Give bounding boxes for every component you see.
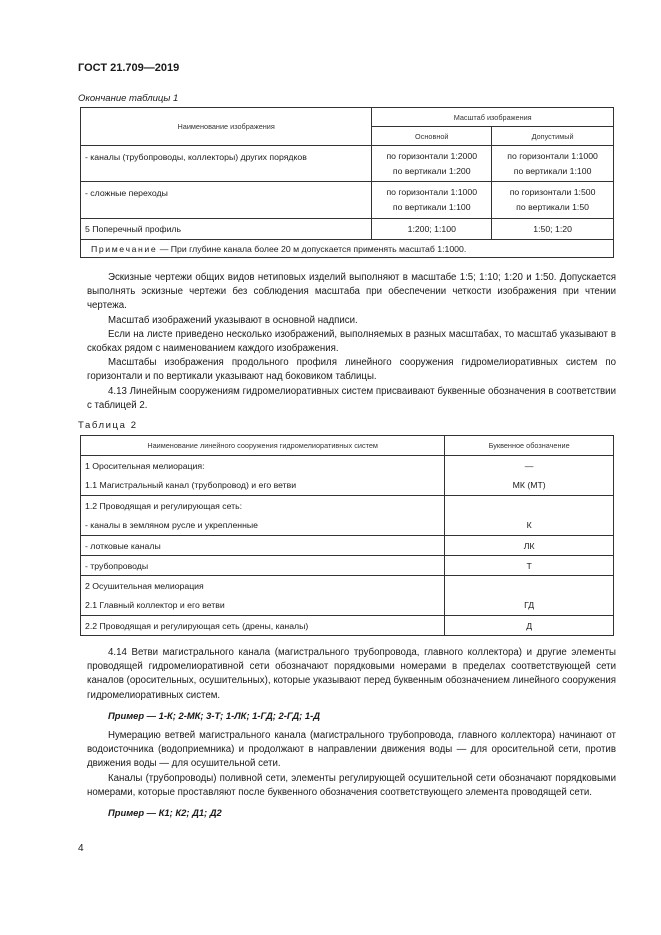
table-row — [81, 536, 614, 556]
row-name: - лотковые каналы — [81, 536, 445, 556]
example-2: Пример — К1; К2; Д1; Д2 — [108, 807, 222, 819]
paragraph-numbering: Нумерацию ветвей магистрального канала (магистрального трубопровода, главного коллектора) начинают от водоисточника (водоприемника) и продолжают в направлении движения воды — для оросительной сети, против движения воды — для осушительной сети. — [87, 730, 616, 770]
paragraph: Если на листе приведено несколько изображений, выполняемых в разных масштабах, то масштаб указывают в скобках рядом с наименованием каждого изображения. — [87, 328, 616, 355]
table-row — [81, 576, 614, 596]
body-section-2 — [87, 646, 616, 820]
table-row — [81, 616, 614, 636]
document-code: ГОСТ 21.709—2019 — [78, 62, 180, 74]
row-name: - сложные переходы — [81, 182, 372, 219]
page-number: 4 — [78, 843, 84, 854]
designation-table — [80, 435, 614, 636]
header-structure-name: Наименование линейного сооружения гидромелиоративных систем — [81, 436, 445, 456]
row-allowed: по горизонтали 1:1000 по вертикали 1:100 — [492, 146, 614, 182]
row-name: 2 Осушительная мелиорация — [81, 576, 445, 596]
header-allowed: Допустимый — [492, 127, 614, 146]
table-note — [81, 240, 614, 258]
example-1: Пример — 1-К; 2-МК; 3-Т; 1-ЛК; 1-ГД; 2-ГД; 1-Д — [108, 709, 320, 721]
header-scale: Масштаб изображения — [372, 108, 614, 127]
table-row — [81, 219, 614, 240]
note-label: Примечание — [91, 243, 158, 254]
body-section-1 — [87, 271, 616, 413]
header-image-name: Наименование изображения — [81, 108, 372, 146]
row-code: Д — [445, 616, 614, 636]
header-basic: Основной — [372, 127, 492, 146]
paragraph: 4.13 Линейным сооружениям гидромелиоративных систем присваивают буквенные обозначения в соответствии с таблицей 2. — [87, 385, 616, 411]
table1-caption: Окончание таблицы 1 — [78, 93, 179, 104]
row-code — [445, 576, 614, 596]
row-basic: по горизонтали 1:2000 по вертикали 1:200 — [372, 146, 492, 182]
row-name: 5 Поперечный профиль — [81, 219, 372, 240]
row-code: Т — [445, 556, 614, 576]
table-row — [81, 596, 614, 616]
paragraph-channels: Каналы (трубопроводы) поливной сети, элементы регулирующей осушительной сети обозначают порядковыми номерами, которые проставляют после буквенного обозначения соответствующего элемента проводящей сети. — [87, 772, 616, 798]
note-text: — При глубине канала более 20 м допускается применять масштаб 1:1000. — [157, 243, 467, 254]
row-code: ГД — [445, 596, 614, 616]
paragraph: Масштаб изображений указывают в основной надписи. — [108, 314, 358, 326]
row-name: 2.2 Проводящая и регулирующая сеть (дрены, каналы) — [81, 616, 445, 636]
row-allowed: по горизонтали 1:500 по вертикали 1:50 — [492, 182, 614, 219]
paragraph: Масштабы изображения продольного профиля линейного сооружения гидромелиоративных систем по горизонтали и по вертикали указывают над боковиком таблицы. — [87, 357, 616, 383]
row-name: - каналы в земляном русле и укрепленные — [81, 516, 445, 536]
row-name: 1.2 Проводящая и регулирующая сеть: — [81, 496, 445, 516]
row-name: 1 Оросительная мелиорация: — [81, 456, 445, 476]
row-name: 2.1 Главный коллектор и его ветви — [81, 596, 445, 616]
row-code: МК (МТ) — [445, 476, 614, 496]
row-name: 1.1 Магистральный канал (трубопровод) и его ветви — [81, 476, 445, 496]
row-code: ЛК — [445, 536, 614, 556]
row-code — [445, 496, 614, 516]
row-name: - каналы (трубопроводы, коллекторы) других порядков — [81, 146, 372, 182]
paragraph-4-14: 4.14 Ветви магистрального канала (магистрального трубопровода, главного коллектора) и другие элементы проводящей гидромелиоративной сети обозначают порядковыми номерами в пределах соответствующей сети каналов (оросительных, осушительных), которые указывают перед буквенным обозначением линейного сооружения гидромелиоративных систем. — [87, 647, 616, 701]
header-letter-code: Буквенное обозначение — [445, 436, 614, 456]
table-row — [81, 556, 614, 576]
row-basic: по горизонтали 1:1000 по вертикали 1:100 — [372, 182, 492, 219]
row-code: К — [445, 516, 614, 536]
row-basic: 1:200; 1:100 — [372, 219, 492, 240]
row-allowed: 1:50; 1:20 — [492, 219, 614, 240]
row-name: - трубопроводы — [81, 556, 445, 576]
scale-table — [80, 107, 614, 258]
table2-caption: Таблица 2 — [78, 420, 138, 431]
table-row — [81, 146, 614, 182]
table-row — [81, 182, 614, 219]
paragraph: Эскизные чертежи общих видов нетиповых изделий выполняют в масштабе 1:5; 1:10; 1:20 и 1:50. Допускается выполнять эскизные чертежи без соблюдения масштаба при обеспечении четкости изображения при чтении чертежа. — [87, 272, 616, 312]
table-row — [81, 476, 614, 496]
table-row — [81, 496, 614, 516]
table-row — [81, 516, 614, 536]
row-code: — — [445, 456, 614, 476]
table-row — [81, 456, 614, 476]
